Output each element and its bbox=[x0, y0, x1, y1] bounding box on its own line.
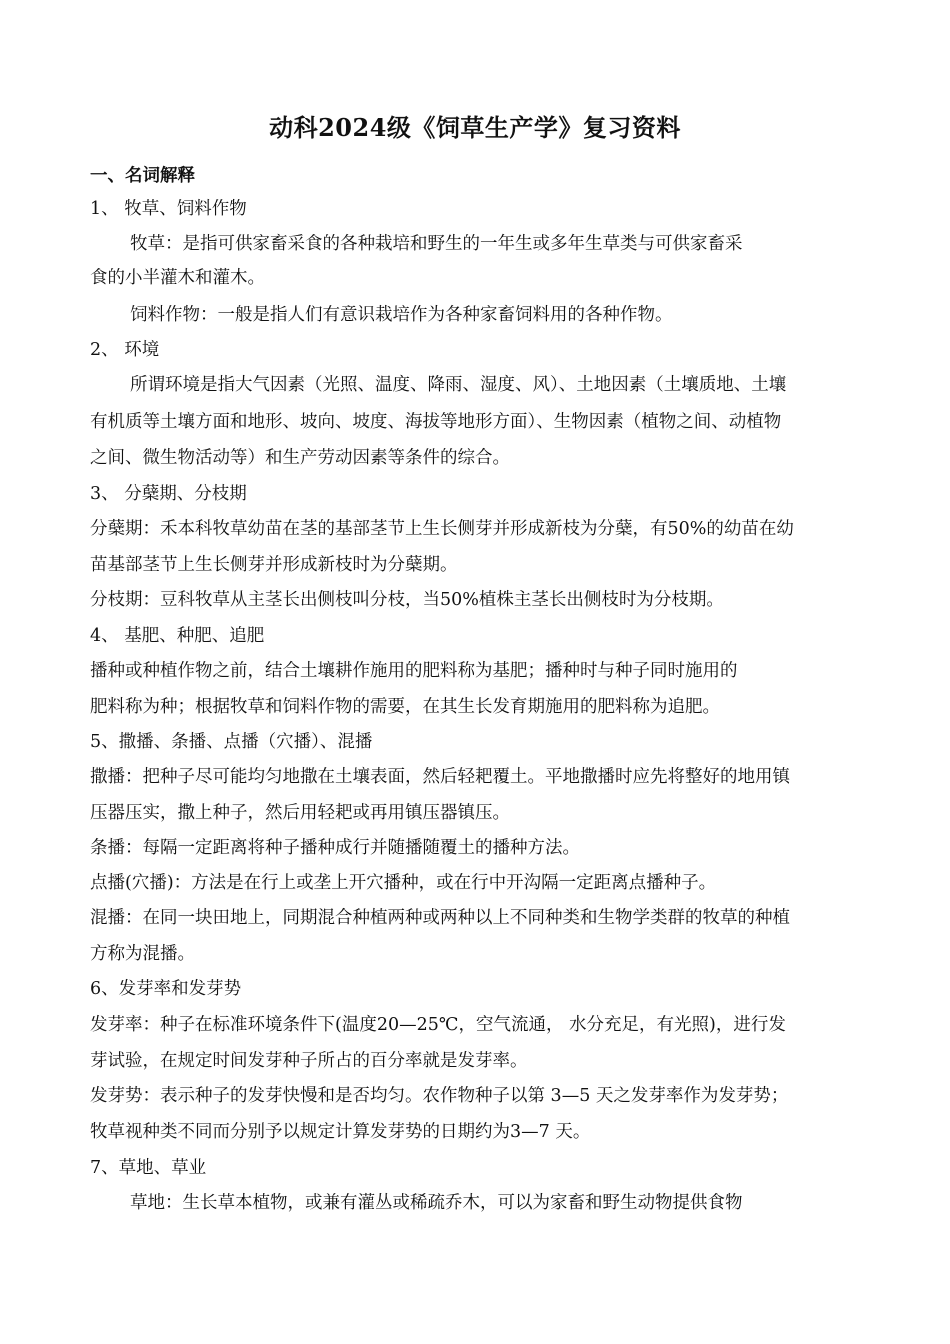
paragraph-line: 肥料称为种；根据牧草和饲料作物的需要，在其生长发育期施用的肥料称为追肥。 bbox=[90, 697, 720, 717]
term-heading-3: 3、 分蘖期、分枝期 bbox=[90, 484, 247, 504]
document-title: 动科2024级《饲草生产学》复习资料 bbox=[269, 113, 681, 142]
term-heading-1: 1、 牧草、饲料作物 bbox=[90, 199, 247, 219]
paragraph-line: 点播(穴播)：方法是在行上或垄上开穴播种，或在行中开沟隔一定距离点播种子。 bbox=[90, 873, 717, 893]
paragraph-line: 牧草：是指可供家畜采食的各种栽培和野生的一年生或多年生草类与可供家畜采 bbox=[130, 234, 743, 254]
paragraph-line: 分蘖期：禾本科牧草幼苗在茎的基部茎节上生长侧芽并形成新枝为分蘖，有50%的幼苗在幼 bbox=[90, 519, 794, 539]
paragraph-line: 之间、微生物活动等）和生产劳动因素等条件的综合。 bbox=[90, 448, 510, 468]
section-heading: 一、名词解释 bbox=[90, 166, 195, 186]
term-heading-6: 6、发芽率和发芽势 bbox=[90, 979, 242, 999]
paragraph-line: 撒播：把种子尽可能均匀地撒在土壤表面，然后轻耙覆土。平地撒播时应先将整好的地用镇 bbox=[90, 767, 790, 787]
paragraph-line: 压器压实，撒上种子，然后用轻耙或再用镇压器镇压。 bbox=[90, 803, 510, 823]
paragraph-line: 发芽势：表示种子的发芽快慢和是否均匀。农作物种子以第 3—5 天之发芽率作为发芽势； bbox=[90, 1086, 789, 1106]
paragraph-line: 发芽率：种子在标准环境条件下(温度20—25℃，空气流通， 水分充足，有光照)，进行发 bbox=[90, 1015, 786, 1035]
paragraph-line: 播种或种植作物之前，结合土壤耕作施用的肥料称为基肥；播种时与种子同时施用的 bbox=[90, 661, 738, 681]
paragraph-line: 条播：每隔一定距离将种子播种成行并随播随覆土的播种方法。 bbox=[90, 838, 580, 858]
paragraph-line: 混播：在同一块田地上，同期混合种植两种或两种以上不同种类和生物学类群的牧草的种植 bbox=[90, 908, 790, 928]
paragraph-line: 草地：生长草本植物，或兼有灌丛或稀疏乔木，可以为家畜和野生动物提供食物 bbox=[130, 1193, 743, 1213]
term-heading-4: 4、 基肥、种肥、追肥 bbox=[90, 626, 265, 646]
term-heading-2: 2、 环境 bbox=[90, 340, 160, 360]
paragraph-line: 所谓环境是指大气因素（光照、温度、降雨、湿度、风）、土地因素（土壤质地、土壤 bbox=[130, 375, 787, 395]
paragraph-line: 方称为混播。 bbox=[90, 944, 195, 964]
paragraph-line: 牧草视种类不同而分别予以规定计算发芽势的日期约为3—7 天。 bbox=[90, 1122, 591, 1142]
paragraph-line: 有机质等土壤方面和地形、坡向、坡度、海拔等地形方面）、生物因素（植物之间、动植物 bbox=[90, 412, 782, 432]
paragraph-line: 分枝期：豆科牧草从主茎长出侧枝叫分枝，当50%植株主茎长出侧枝时为分枝期。 bbox=[90, 590, 724, 610]
term-heading-5: 5、撒播、条播、点播（穴播）、混播 bbox=[90, 732, 373, 752]
term-heading-7: 7、草地、草业 bbox=[90, 1158, 207, 1178]
paragraph-line: 苗基部茎节上生长侧芽并形成新枝时为分蘖期。 bbox=[90, 555, 458, 575]
paragraph-line: 食的小半灌木和灌木。 bbox=[90, 268, 265, 288]
paragraph-line: 饲料作物：一般是指人们有意识栽培作为各种家畜饲料用的各种作物。 bbox=[130, 305, 673, 325]
paragraph-line: 芽试验，在规定时间发芽种子所占的百分率就是发芽率。 bbox=[90, 1051, 528, 1071]
